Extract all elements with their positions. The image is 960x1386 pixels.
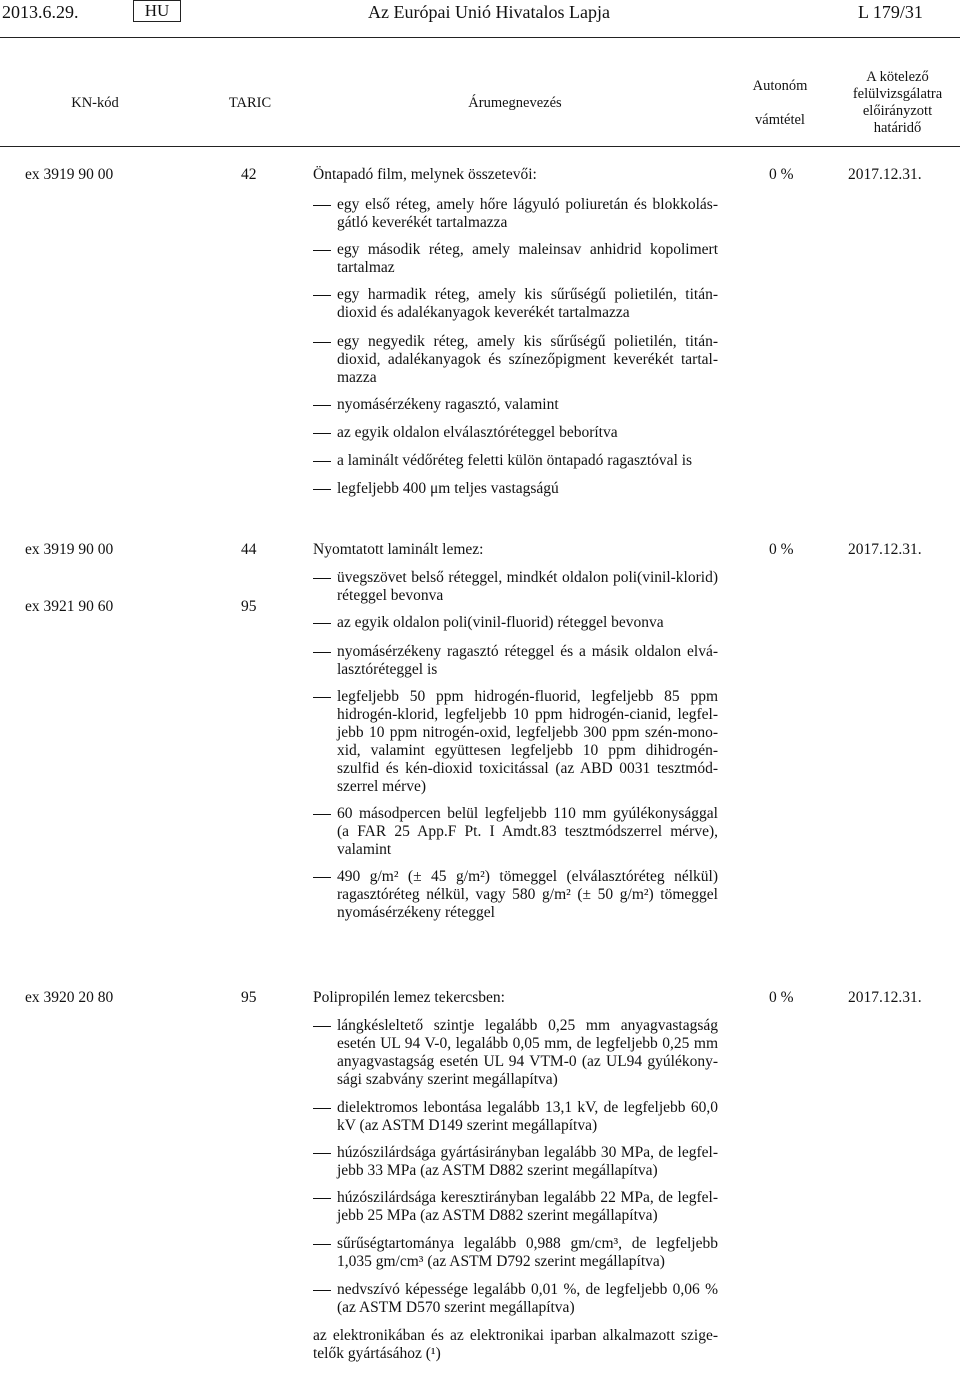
row-title: Polipropilén lemez tekercsben: — [313, 989, 505, 1006]
journal-title: Az Európai Unió Hivatalos Lapja — [368, 2, 610, 22]
kn-code: ex 3920 20 80 — [25, 989, 114, 1006]
col-header-review — [835, 69, 960, 137]
review-date: 2017.12.31. — [848, 989, 922, 1006]
kn-code: ex 3919 90 00 — [25, 166, 114, 183]
col-header-rate-line: vámtétel — [755, 112, 805, 128]
duty-rate: 0 % — [769, 989, 794, 1006]
publication-date: 2013.6.29. — [2, 2, 79, 22]
taric-code: 44 — [241, 541, 257, 558]
kn-code: ex 3919 90 00 — [25, 541, 114, 558]
col-header-kn: KN-kód — [71, 95, 119, 111]
row-title: Nyomtatott laminált lemez: — [313, 541, 484, 558]
review-date: 2017.12.31. — [848, 166, 922, 183]
page-number: L 179/31 — [858, 2, 923, 22]
col-header-review-line: előirányzott — [862, 103, 933, 119]
row-title: Öntapadó film, melynek összetevői: — [313, 166, 537, 183]
duty-rate: 0 % — [769, 541, 794, 558]
col-header-rate — [730, 78, 830, 129]
taric-code: 42 — [241, 166, 257, 183]
taric-code: 95 — [241, 598, 257, 615]
taric-code: 95 — [241, 989, 257, 1006]
language-badge: HU — [133, 0, 181, 22]
col-header-review-line: felülvizsgálatra — [852, 86, 943, 102]
col-header-desc: Árumegnevezés — [468, 95, 562, 111]
duty-rate: 0 % — [769, 166, 794, 183]
col-header-rate-line: Autonóm — [752, 78, 808, 94]
review-date: 2017.12.31. — [848, 541, 922, 558]
kn-code: ex 3921 90 60 — [25, 598, 114, 615]
row-footer: az elektronikában és az elektronikai iparban alkalmazott szige-telők gyártásához (¹) — [313, 1327, 718, 1362]
table-header-rule — [0, 146, 960, 147]
col-header-review-line: határidő — [873, 120, 922, 136]
table-top-rule — [0, 37, 960, 38]
col-header-review-line: A kötelező — [866, 69, 929, 85]
col-header-taric: TARIC — [228, 95, 272, 111]
